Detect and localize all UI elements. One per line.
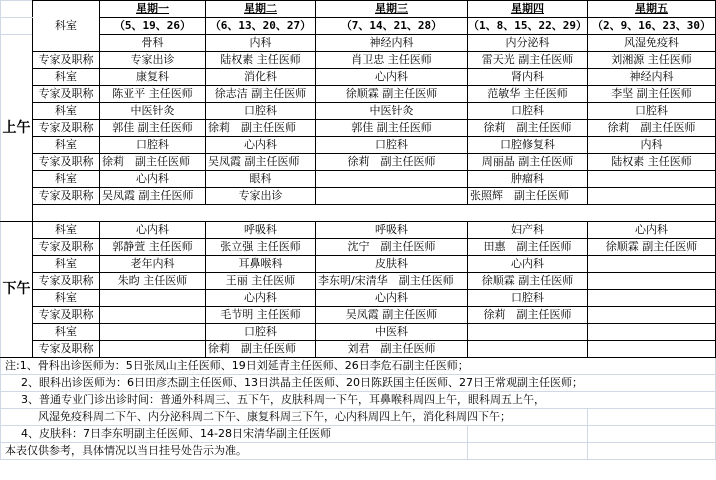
spacer	[33, 205, 716, 222]
cell	[587, 307, 715, 324]
row-label-dept: 科室	[33, 103, 100, 120]
period-morning	[1, 35, 33, 222]
cell: 陈亚平 主任医师	[100, 86, 206, 103]
row-label-expert: 专家及职称	[33, 120, 100, 137]
row-label-dept: 科室	[33, 324, 100, 341]
cell: 徐顺霖 副主任医师	[316, 86, 468, 103]
cell	[468, 324, 588, 341]
dates-mon: （5、19、26）	[100, 18, 206, 35]
cell	[468, 341, 588, 358]
cell	[100, 307, 206, 324]
note-row-6	[1, 443, 716, 460]
cell: 徐莉 副主任医师	[206, 120, 316, 137]
blank-cell	[587, 426, 715, 443]
dates-tue: （6、13、20、27）	[206, 18, 316, 35]
pm-row-7	[1, 341, 716, 358]
pm-row-1	[1, 239, 716, 256]
cell	[587, 256, 715, 273]
am-row-6	[1, 137, 716, 154]
note-dermatology: 4、皮肤科：7日李东明副主任医师、14-28日宋清华副主任医师	[1, 426, 468, 443]
cell: 毛节明 主任医师	[206, 307, 316, 324]
cell: 骨科	[100, 35, 206, 52]
pm-row-3	[1, 273, 716, 290]
cell: 范敏华 主任医师	[468, 86, 588, 103]
cell: 吴凤霞 副主任医师	[316, 307, 468, 324]
blank-cell	[1, 18, 33, 35]
day-wed: 星期三	[316, 1, 468, 18]
note-row-3	[1, 392, 716, 409]
pm-row-5	[1, 307, 716, 324]
cell: 风湿免疫科	[587, 35, 715, 52]
cell	[100, 341, 206, 358]
cell: 中医针灸	[316, 103, 468, 120]
cell: 徐莉 副主任医师	[587, 120, 715, 137]
row-label-expert: 专家及职称	[33, 239, 100, 256]
header-dept-label: 科室	[33, 1, 100, 52]
cell: 王丽 主任医师	[206, 273, 316, 290]
cell: 徐顺霖 副主任医师	[468, 273, 588, 290]
cell: 徐莉 副主任医师	[468, 307, 588, 324]
cell: 朱昀 主任医师	[100, 273, 206, 290]
am-row-7	[1, 154, 716, 171]
cell: 心内科	[468, 256, 588, 273]
cell: 口腔科	[206, 103, 316, 120]
cell: 刘湘源 主任医师	[587, 52, 715, 69]
cell: 妇产科	[468, 222, 588, 239]
cell	[587, 341, 715, 358]
cell: 郭佳 副主任医师	[100, 120, 206, 137]
cell: 心内科	[206, 137, 316, 154]
cell: 郭静萱 主任医师	[100, 239, 206, 256]
note-general-clinic-cont: 风湿免疫科周二下午、内分泌科周二下午、康复科周三下午，心内科周四上午，消化科周四下午；	[1, 409, 588, 426]
note-general-clinic: 3、普通专业门诊出诊时间：普通外科周三、五下午，皮肤科周一下午，耳鼻喉科周四上午，眼科周五上午，	[1, 392, 716, 409]
cell: 徐莉 副主任医师	[316, 154, 468, 171]
note-row-2	[1, 375, 716, 392]
cell: 徐莉 副主任医师	[206, 341, 316, 358]
row-label-expert: 专家及职称	[33, 273, 100, 290]
cell	[587, 324, 715, 341]
cell: 徐莉 副主任医师	[468, 120, 588, 137]
note-ophthalmology: 2、眼科出诊医师为：6日田彦杰副主任医师、13日洪晶主任医师、20日陈跃国主任医师、27日王常观副主任医师；	[1, 375, 716, 392]
note-orthopedics: 注:1、骨科出诊医师为：5日张凤山主任医师、19日刘延青主任医师、26日李危石副主任医师；	[1, 358, 716, 375]
cell: 心内科	[587, 222, 715, 239]
gap-row	[1, 205, 716, 222]
cell: 郭佳 副主任医师	[316, 120, 468, 137]
cell: 口腔科	[468, 103, 588, 120]
am-row-1	[1, 52, 716, 69]
cell: 内分泌科	[468, 35, 588, 52]
row-label-expert: 专家及职称	[33, 52, 100, 69]
am-row-0	[1, 35, 716, 52]
pm-row-4	[1, 290, 716, 307]
cell: 张照辉 副主任医师	[468, 188, 588, 205]
cell: 李坚 副主任医师	[587, 86, 715, 103]
cell: 专家出诊	[206, 188, 316, 205]
cell: 专家出诊	[100, 52, 206, 69]
cell: 口腔科	[316, 137, 468, 154]
cell: 口腔科	[587, 103, 715, 120]
cell: 心内科	[206, 290, 316, 307]
note-row-5	[1, 426, 716, 443]
cell	[316, 188, 468, 205]
cell: 眼科	[206, 171, 316, 188]
cell: 神经内科	[316, 35, 468, 52]
cell: 徐志洁 副主任医师	[206, 86, 316, 103]
row-label-dept: 科室	[33, 171, 100, 188]
cell: 神经内科	[587, 69, 715, 86]
cell: 刘君 副主任医师	[316, 341, 468, 358]
cell: 张立强 主任医师	[206, 239, 316, 256]
pm-row-0	[1, 222, 716, 239]
cell: 心内科	[316, 69, 468, 86]
cell: 徐莉 副主任医师	[100, 154, 206, 171]
pm-row-6	[1, 324, 716, 341]
cell: 陆权素 主任医师	[206, 52, 316, 69]
day-fri: 星期五	[587, 1, 715, 18]
cell: 耳鼻喉科	[206, 256, 316, 273]
cell: 肖卫忠 主任医师	[316, 52, 468, 69]
cell	[587, 273, 715, 290]
cell: 口腔科	[468, 290, 588, 307]
cell	[587, 290, 715, 307]
note-row-4	[1, 409, 716, 426]
am-row-4	[1, 103, 716, 120]
blank-cell	[587, 409, 715, 426]
day-tue: 星期二	[206, 1, 316, 18]
cell: 徐顺霖 副主任医师	[587, 239, 715, 256]
dates-fri: （2、9、16、23、30）	[587, 18, 715, 35]
note-row-1	[1, 358, 716, 375]
cell: 康复科	[100, 69, 206, 86]
header-row-dates	[1, 18, 716, 35]
row-label-expert: 专家及职称	[33, 341, 100, 358]
am-row-5	[1, 120, 716, 137]
cell: 中医针灸	[100, 103, 206, 120]
cell: 吴凤霞 副主任医师	[206, 154, 316, 171]
row-label-expert: 专家及职称	[33, 188, 100, 205]
cell: 中医科	[316, 324, 468, 341]
cell: 口腔科	[100, 137, 206, 154]
cell: 口腔科	[206, 324, 316, 341]
blank-corner	[1, 1, 33, 18]
cell: 内科	[206, 35, 316, 52]
pm-row-2	[1, 256, 716, 273]
cell	[100, 324, 206, 341]
cell: 老年内科	[100, 256, 206, 273]
row-label-dept: 科室	[33, 222, 100, 239]
cell	[587, 188, 715, 205]
row-label-expert: 专家及职称	[33, 154, 100, 171]
blank-cell	[587, 443, 715, 460]
row-label-expert: 专家及职称	[33, 86, 100, 103]
am-row-8	[1, 171, 716, 188]
row-label-dept: 科室	[33, 290, 100, 307]
cell: 吴凤霞 副主任医师	[100, 188, 206, 205]
cell: 消化科	[206, 69, 316, 86]
cell	[100, 290, 206, 307]
blank-cell	[468, 443, 588, 460]
header-row-days	[1, 1, 716, 18]
blank-cell	[468, 426, 588, 443]
cell	[316, 171, 468, 188]
dates-thu: （1、8、15、22、29）	[468, 18, 588, 35]
day-thu: 星期四	[468, 1, 588, 18]
row-label-expert: 专家及职称	[33, 307, 100, 324]
am-row-3	[1, 86, 716, 103]
cell: 心内科	[100, 171, 206, 188]
row-label-dept: 科室	[33, 137, 100, 154]
period-afternoon-label: 下午	[2, 281, 31, 297]
cell: 周丽晶 副主任医师	[468, 154, 588, 171]
am-row-9	[1, 188, 716, 205]
cell: 皮肤科	[316, 256, 468, 273]
cell: 内科	[587, 137, 715, 154]
dates-wed: （7、14、21、28）	[316, 18, 468, 35]
row-label-dept: 科室	[33, 69, 100, 86]
cell: 呼吸科	[206, 222, 316, 239]
note-disclaimer: 本表仅供参考，具体情况以当日挂号处告示为准。	[1, 443, 468, 460]
cell: 田惠 副主任医师	[468, 239, 588, 256]
am-row-2	[1, 69, 716, 86]
cell: 沈宁 副主任医师	[316, 239, 468, 256]
cell	[587, 171, 715, 188]
day-mon: 星期一	[100, 1, 206, 18]
cell: 雷天光 副主任医师	[468, 52, 588, 69]
cell: 口腔修复科	[468, 137, 588, 154]
cell: 心内科	[100, 222, 206, 239]
cell: 肿瘤科	[468, 171, 588, 188]
cell: 陆权素 主任医师	[587, 154, 715, 171]
cell: 肾内科	[468, 69, 588, 86]
cell: 呼吸科	[316, 222, 468, 239]
row-label-dept: 科室	[33, 256, 100, 273]
cell: 李东明/宋清华 副主任医师	[316, 273, 468, 290]
period-afternoon	[1, 222, 33, 358]
cell: 心内科	[316, 290, 468, 307]
period-morning-label: 上午	[2, 119, 31, 136]
